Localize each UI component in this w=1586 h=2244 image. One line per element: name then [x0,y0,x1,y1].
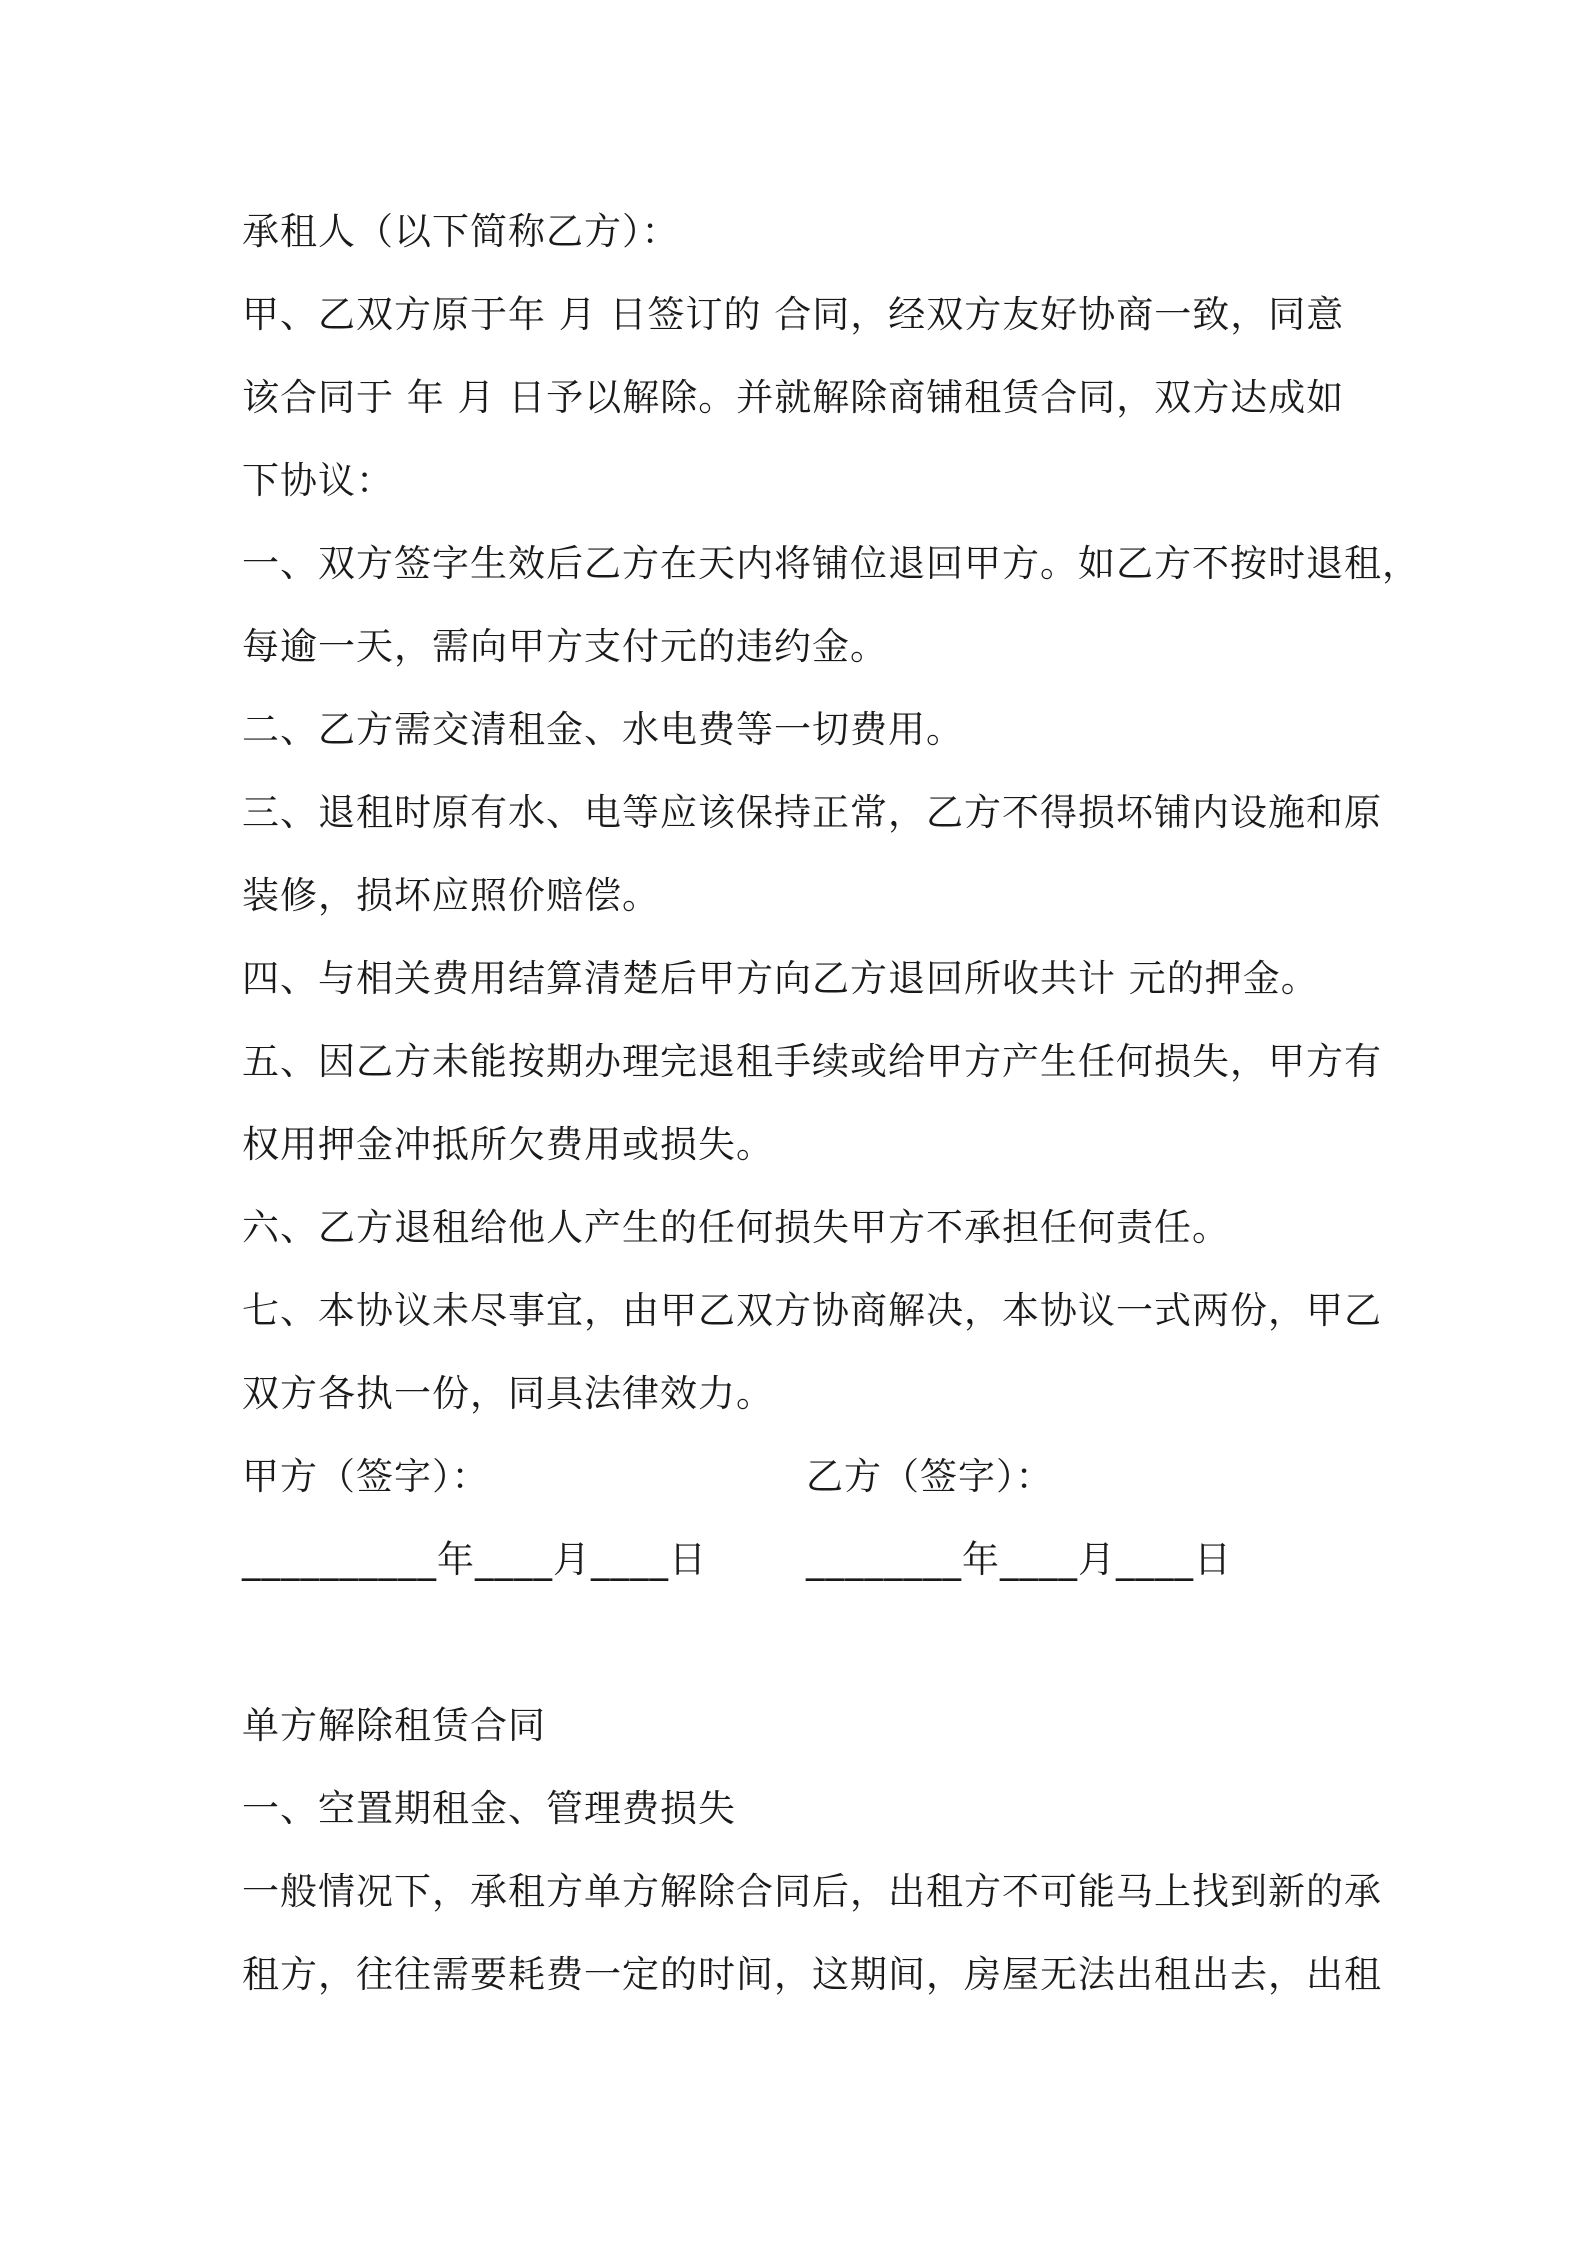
clause-5-line: 五、因乙方未能按期办理完退租手续或给甲方产生任何损失，甲方有 [242,1040,1382,1083]
tenant-line: 承租人（以下简称乙方）： [242,210,680,253]
section-spacer [242,1601,1362,1684]
section-subheading: 一、空置期租金、管理费损失 [242,1787,736,1830]
clause-6-line: 六、乙方退租给他人产生的任何损失甲方不承担任何责任。 [242,1206,1230,1249]
section-body-line: 租方，往往需要耗费一定的时间，这期间，房屋无法出租出去，出租 [242,1953,1382,1996]
section-body-line: 一般情况下，承租方单方解除合同后，出租方不可能马上找到新的承 [242,1870,1382,1913]
paragraph-line: 甲、乙双方原于年 月 日签订的 合同，经双方友好协商一致，同意 [242,293,1345,336]
party-a-signature-label: 甲方（签字）： [242,1455,490,1498]
section-heading: 单方解除租赁合同 [242,1704,546,1747]
signature-dates-row [242,1518,1362,1601]
clause-1-line: 一、双方签字生效后乙方在天内将铺位退回甲方。如乙方不按时退租， [242,542,1420,585]
signature-labels-row [242,1435,1362,1518]
party-b-signature-label: 乙方（签字）： [806,1455,1054,1498]
clause-2-line: 二、乙方需交清租金、水电费等一切费用。 [242,708,964,751]
paragraph-line: 下协议： [242,459,394,502]
clause-4-line: 四、与相关费用结算清楚后甲方向乙方退回所收共计 元的押金。 [242,957,1319,1000]
clause-5-line: 权用押金冲抵所欠费用或损失。 [242,1123,774,1166]
clause-7-line: 双方各执一份，同具法律效力。 [242,1372,774,1415]
party-a-date-line: __________年____月____日 [242,1538,707,1581]
document-page [242,190,1420,2016]
paragraph-line: 该合同于 年 月 日予以解除。并就解除商铺租赁合同，双方达成如 [242,376,1345,419]
party-b-date-line: ________年____月____日 [806,1538,1232,1581]
clause-3-line: 三、退租时原有水、电等应该保持正常，乙方不得损坏铺内设施和原 [242,791,1382,834]
clause-7-line: 七、本协议未尽事宜，由甲乙双方协商解决，本协议一式两份，甲乙 [242,1289,1382,1332]
clause-3-line: 装修，损坏应照价赔偿。 [242,874,660,917]
clause-1-line: 每逾一天，需向甲方支付元的违约金。 [242,625,888,668]
